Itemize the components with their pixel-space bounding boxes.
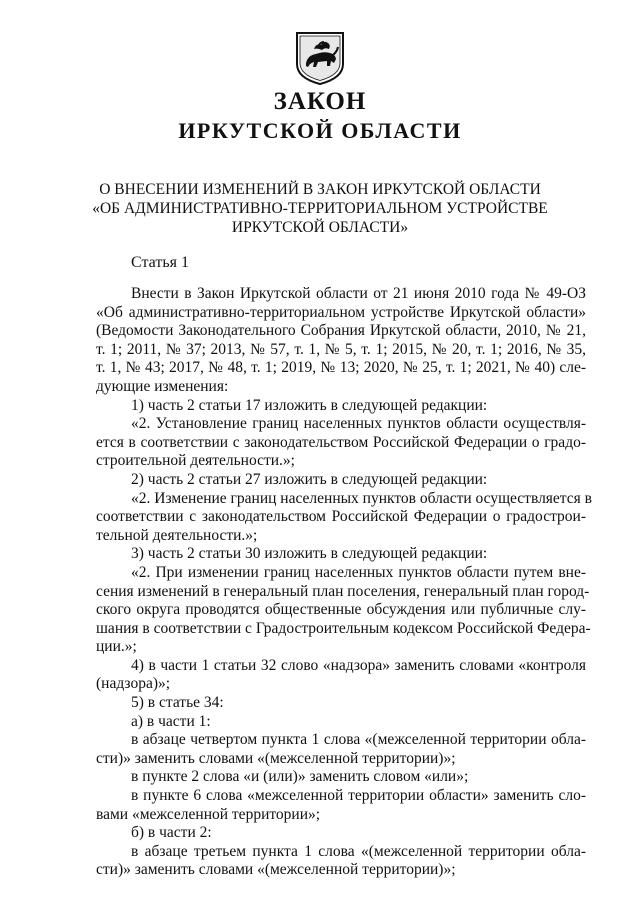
paragraph-line: строительной деятельности.»;	[96, 452, 295, 470]
subtitle-line: О ВНЕСЕНИИ ИЗМЕНЕНИЙ В ЗАКОН ИРКУТСКОЙ ОБЛАСТИ	[99, 181, 541, 198]
law-title: ЗАКОН	[273, 88, 367, 115]
paragraph-line: 5) в статье 34:	[131, 694, 224, 712]
body-paragraph	[96, 397, 586, 416]
subtitle-line: «ОБ АДМИНИСТРАТИВНО-ТЕРРИТОРИАЛЬНОМ УСТРОЙСТВЕ	[92, 200, 548, 217]
body-paragraph	[96, 657, 586, 694]
paragraph-line: ского округа проводятся общественные обсуждения или публичные слу-	[96, 601, 586, 619]
paragraph-line: 1) часть 2 статьи 17 изложить в следующей редакции:	[131, 396, 488, 414]
law-body	[96, 285, 592, 880]
paragraph-line: вами «межселенной территории»;	[96, 805, 321, 823]
paragraph-line: сения изменений в генеральный план поселения, генеральный план город-	[96, 582, 590, 600]
paragraph-line: ется в соответствии с законодательством Российской Федерации о градо-	[96, 433, 586, 451]
paragraph-line: сти)» заменить словами «(межселенной территории)»;	[96, 861, 456, 879]
paragraph-line: (надзора)»;	[96, 675, 171, 693]
paragraph-line: тельной деятельности.»;	[96, 526, 258, 544]
paragraph-line: Внести в Закон Иркутской области от 21 июня 2010 года № 49-ОЗ	[131, 285, 586, 302]
body-paragraph	[96, 489, 592, 546]
body-paragraph	[96, 694, 586, 713]
law-subtitle	[80, 180, 560, 237]
paragraph-line: 4) в части 1 статьи 32 слово «надзора» заменить словами «контроля	[131, 656, 586, 674]
body-paragraph	[96, 787, 586, 824]
paragraph-line: «2. При изменении границ населенных пунктов области путем вне-	[131, 563, 586, 581]
body-paragraph	[96, 713, 586, 732]
emblem	[294, 30, 346, 86]
paragraph-line: в абзаце четвертом пункта 1 слова «(межселенной территории обла-	[131, 731, 586, 749]
paragraph-line: шания в соответствии с Градостроительным кодексом Российской Федера-	[96, 619, 591, 637]
body-paragraph	[96, 563, 591, 657]
paragraph-line: 3) часть 2 статьи 30 изложить в следующей редакции:	[131, 545, 488, 563]
body-paragraph	[96, 285, 586, 397]
body-paragraph	[96, 545, 586, 564]
paragraph-line: ции.»;	[96, 638, 137, 656]
body-paragraph	[96, 731, 586, 768]
region-title: ИРКУТСКОЙ ОБЛАСТИ	[178, 118, 462, 143]
paragraph-line: 2) часть 2 статьи 27 изложить в следующей редакции:	[131, 470, 488, 488]
article-heading: Статья 1	[131, 254, 189, 271]
body-paragraph	[96, 768, 586, 787]
paragraph-line: в пункте 6 слова «межселенной территории области» заменить сло-	[131, 787, 586, 805]
body-paragraph	[96, 824, 586, 843]
paragraph-line: дующие изменения:	[96, 377, 229, 395]
paragraph-line: сти)» заменить словами «(межселенной территории)»;	[96, 749, 456, 767]
paragraph-line: б) в части 2:	[131, 824, 212, 842]
subtitle-line: ИРКУТСКОЙ ОБЛАСТИ»	[231, 219, 409, 236]
paragraph-line: (Ведомости Законодательного Собрания Иркутской области, 2010, № 21,	[96, 322, 586, 340]
paragraph-line: т. 1; 2011, № 37; 2013, № 57, т. 1, № 5, т. 1; 2015, № 20, т. 1; 2016, № 35,	[96, 340, 586, 358]
paragraph-line: а) в части 1:	[131, 712, 211, 730]
paragraph-line: «2. Установление границ населенных пунктов области осуществля-	[131, 415, 586, 433]
body-paragraph	[96, 843, 586, 880]
paragraph-line: в пункте 2 слова «и (или)» заменить словом «или»;	[131, 768, 469, 786]
paragraph-line: соответствии с законодательством Российской Федерации о градострои-	[96, 508, 586, 526]
body-paragraph	[96, 471, 586, 490]
paragraph-line: «2. Изменение границ населенных пунктов области осуществляется в	[131, 489, 592, 507]
paragraph-line: в абзаце третьем пункта 1 слова «(межселенной территории обла-	[131, 842, 586, 860]
body-paragraph	[96, 415, 586, 471]
paragraph-line: «Об административно-территориальном устройстве Иркутской области»	[96, 303, 586, 321]
irkutsk-coat-of-arms-icon	[294, 30, 346, 86]
paragraph-line: т. 1, № 43; 2017, № 48, т. 1; 2019, № 13; 2020, № 25, т. 1; 2021, № 40) сле-	[96, 359, 586, 377]
